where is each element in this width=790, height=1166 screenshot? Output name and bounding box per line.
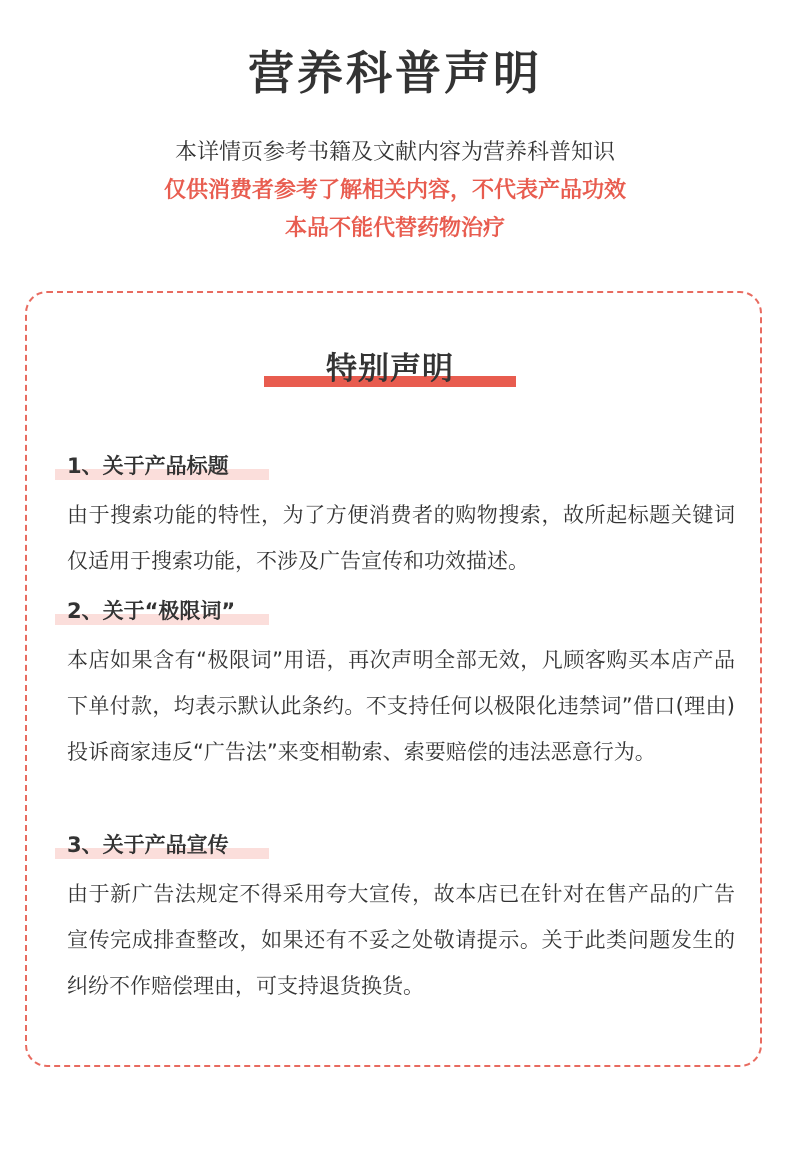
page-title: 营养科普声明	[248, 46, 542, 100]
intro-line-3-warning: 本品不能代替药物治疗	[284, 216, 505, 241]
section-heading-text: 1、关于产品标题	[67, 454, 229, 478]
section-1-body: 由于搜索功能的特性，为了方便消费者的购物搜索，故所起标题关键词仅适用于搜索功能，不涉及广告宣传和功效描述。	[67, 503, 735, 573]
section-heading-text: 2、关于“极限词”	[67, 599, 236, 623]
intro-line-1: 本详情页参考书籍及文献内容为营养科普知识	[174, 140, 615, 165]
section-3-body: 由于新广告法规定不得采用夸大宣传，故本店已在针对在售产品的广告宣传完成排查整改，如果还有不妥之处敬请提示。关于此类问题发生的纠纷不作赔偿理由，可支持退货换货。	[67, 882, 735, 998]
section-2-body: 本店如果含有“极限词”用语，再次声明全部无效，凡顾客购买本店产品下单付款，均表示默认此条约。不支持任何以极限化违禁词”借口(理由)投诉商家违反“广告法”来变相勒索、索要赔偿的违法恶意行为。	[67, 648, 735, 764]
notice-title-block	[264, 348, 516, 388]
notice-title: 特别声明	[326, 351, 454, 387]
intro-line-2-warning: 仅供消费者参考了解相关内容，不代表产品功效	[163, 178, 626, 203]
section-heading-text: 3、关于产品宣传	[67, 833, 229, 857]
